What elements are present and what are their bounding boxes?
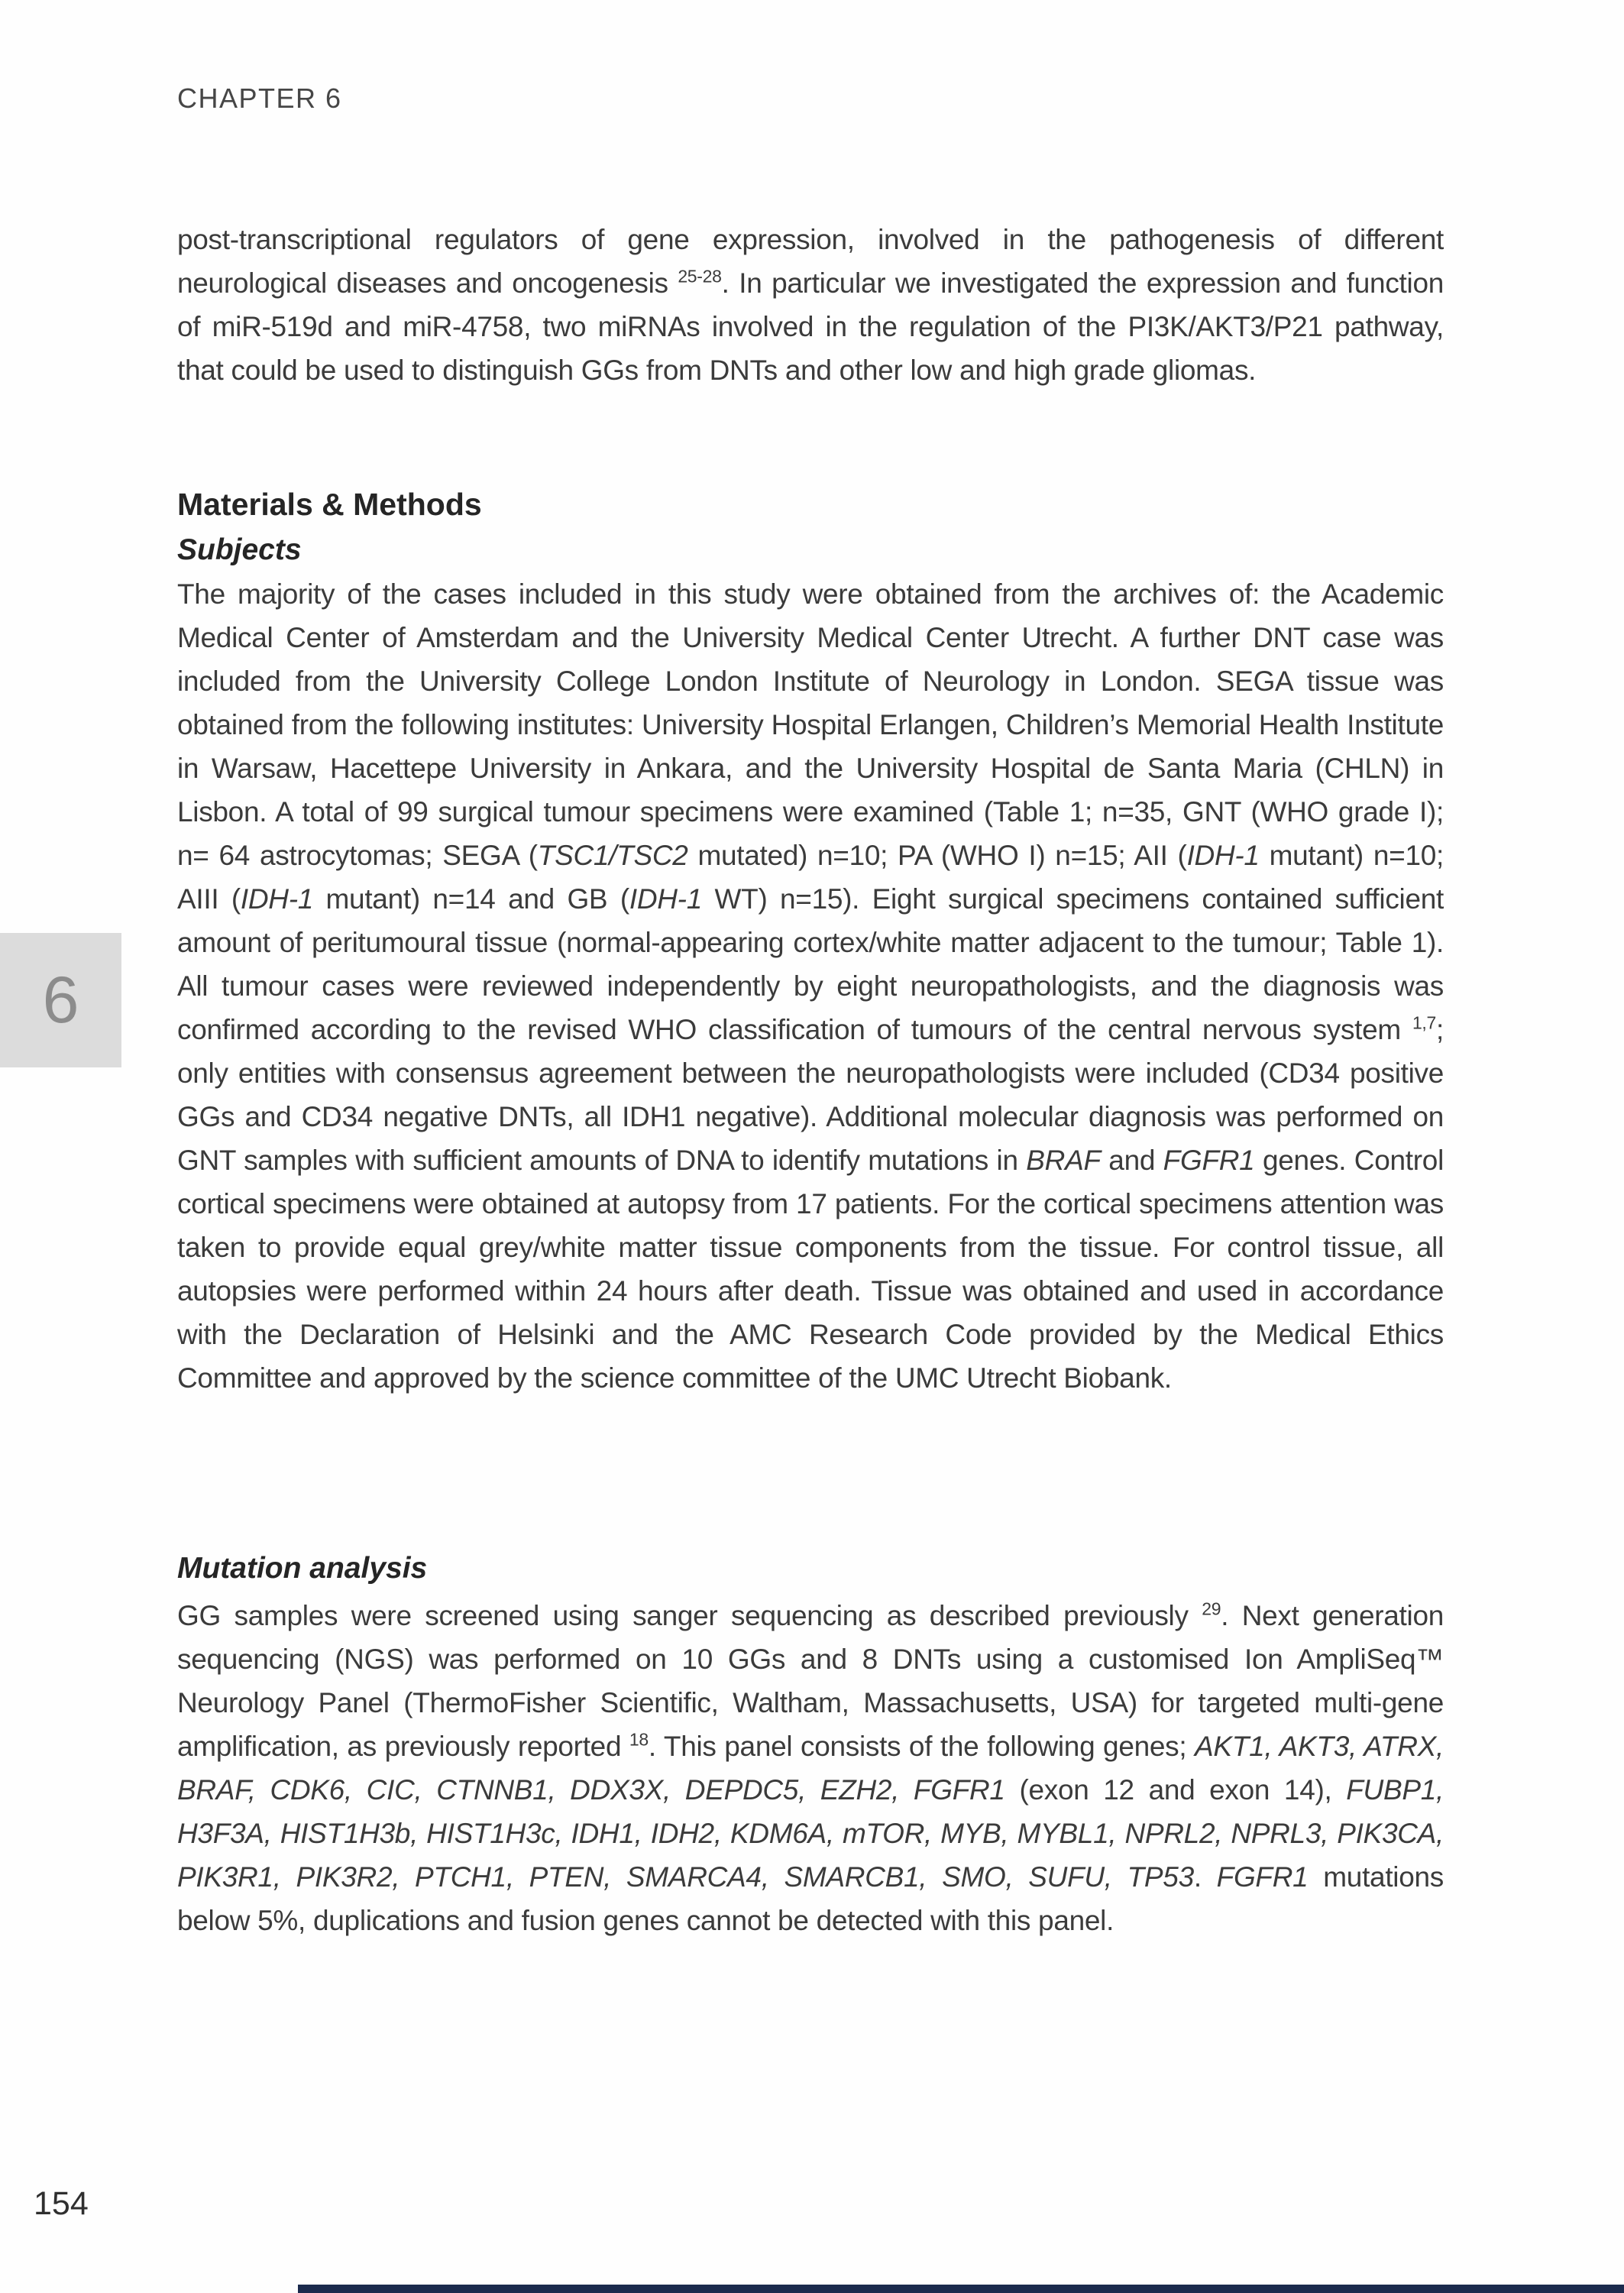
materials-methods-heading-block <box>177 486 1444 523</box>
intro-section <box>177 218 1444 392</box>
footer-accent-bar <box>298 2285 1624 2293</box>
chapter-side-tab <box>0 933 121 1067</box>
section-heading-materials-methods: Materials & Methods <box>177 487 482 522</box>
subsection-heading-mutation-analysis: Mutation analysis <box>177 1552 428 1585</box>
intro-paragraph: post-transcriptional regulators of gene expression, involved in the pathogenesis of different neurological diseases and oncogenesis $^{25-28}$. In particular we investigated the expression and function of miR-519d and miR-4758, two miRNAs involved in the regulation of the PI3K/AKT3/P21 pathway, that could be used to distinguish GGs from DNTs and other low and high grade gliomas. <box>177 224 1444 386</box>
subjects-heading-block <box>177 533 1444 568</box>
subsection-heading-subjects: Subjects <box>177 533 302 566</box>
subjects-paragraph: The majority of the cases included in this study were obtained from the archives of: the Academic Medical Center of Amsterdam and the University Medical Center Utrecht. A further DNT case was included from the University College London Institute of Neurology in London. SEGA tissue was obtained from the following institutes: University Hospital Erlangen, Children’s Memorial Health Institute in Warsaw, Hacettepe University in Ankara, and the University Hospital de Santa Maria (CHLN) in Lisbon. A total of 99 surgical tumour specimens were examined (Table 1; n=35, GNT (WHO grade I); n= 64 astrocytomas; SEGA (TSC1/TSC2 mutated) n=10; PA (WHO I) n=15; AII (IDH-1 mutant) n=10; AIII (IDH-1 mutant) n=14 and GB (IDH-1 WT) n=15). Eight surgical specimens contained sufficient amount of peritumoural tissue (normal-appearing cortex/white matter adjacent to the tumour; Table 1). All tumour cases were reviewed independently by eight neuropathologists, and the diagnosis was confirmed according to the revised WHO classification of tumours of the central nervous system $^{1,7}$; only entities with consensus agreement between the neuropathologists were included (CD34 positive GGs and CD34 negative DNTs, all IDH1 negative). Additional molecular diagnosis was performed on GNT samples with sufficient amounts of DNA to identify mutations in BRAF and FGFR1 genes. Control cortical specimens were obtained at autopsy from 17 patients. For the cortical specimens attention was taken to provide equal grey/white matter tissue components from the tissue. For control tissue, all autopsies were performed within 24 hours after death. Tissue was obtained and used in accordance with the Declaration of Helsinki and the AMC Research Code provided by the Medical Ethics Committee and approved by the science committee of the UMC Utrecht Biobank. <box>177 578 1444 1394</box>
mutation-analysis-section <box>177 1594 1444 1942</box>
chapter-tab-number: 6 <box>42 964 79 1037</box>
subjects-section <box>177 572 1444 1400</box>
page-number: 154 <box>34 2185 89 2222</box>
mutation-analysis-paragraph: GG samples were screened using sanger sequencing as described previously $^{29}$. Next generation sequencing (NGS) was performed on 10 GGs and 8 DNTs using a customised Ion AmpliSeq™ Neurology Panel (ThermoFisher Scientific, Waltham, Massachusetts, USA) for targeted multi-gene amplification, as previously reported $^{18}$. This panel consists of the following genes; AKT1, AKT3, ATRX, BRAF, CDK6, CIC, CTNNB1, DDX3X, DEPDC5, EZH2, FGFR1 (exon 12 and exon 14), FUBP1, H3F3A, HIST1H3b, HIST1H3c, IDH1, IDH2, KDM6A, mTOR, MYB, MYBL1, NPRL2, NPRL3, PIK3CA, PIK3R1, PIK3R2, PTCH1, PTEN, SMARCA4, SMARCB1, SMO, SUFU, TP53. FGFR1 mutations below 5%, duplications and fusion genes cannot be detected with this panel. <box>177 1598 1444 1936</box>
mutation-analysis-heading-block <box>177 1551 1444 1586</box>
chapter-header: CHAPTER 6 <box>177 83 342 114</box>
